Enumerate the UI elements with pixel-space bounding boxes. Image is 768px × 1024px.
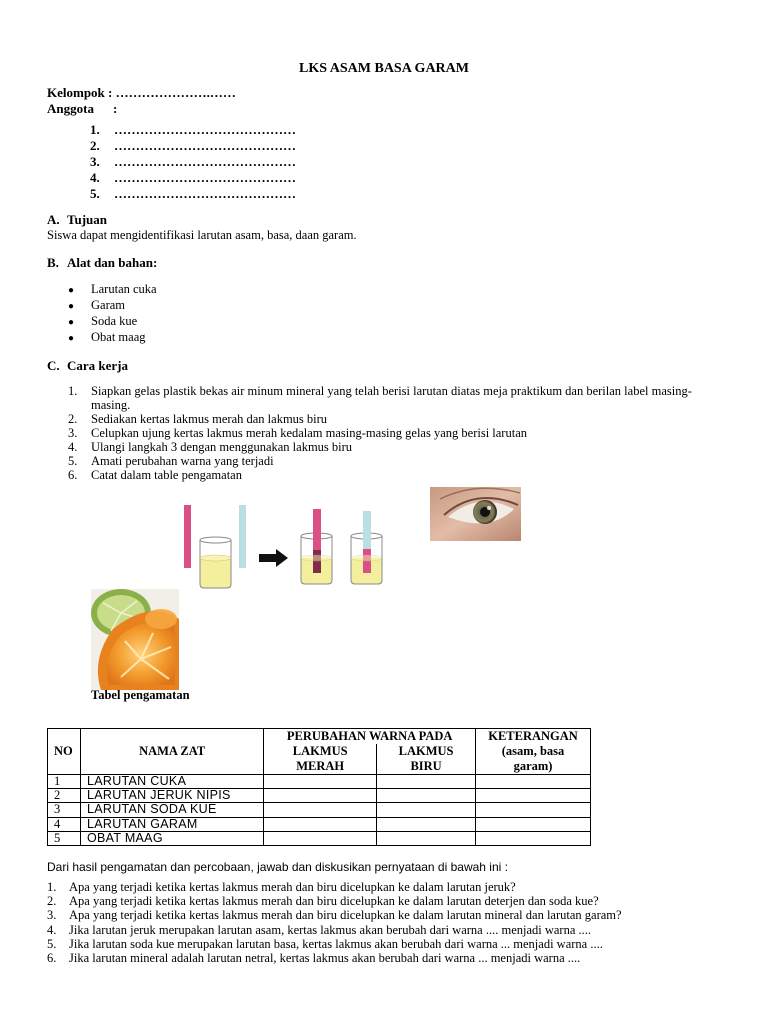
question-num: 3. (47, 908, 57, 923)
section-tujuan-heading (47, 212, 107, 228)
step-text: Ulangi langkah 3 dengan menggunakan lakmus biru (91, 440, 353, 454)
section-letter: A. (47, 212, 60, 227)
table-row (48, 789, 591, 803)
col-header-no: NO (48, 729, 81, 775)
cell-lakmus-biru[interactable] (377, 831, 476, 845)
anggota-item[interactable] (90, 186, 296, 202)
arrow-right-icon (259, 549, 288, 567)
section-letter: C. (47, 358, 60, 373)
question-text: Jika larutan soda kue merupakan larutan basa, kertas lakmus akan berubah dari warna ... menjadi warna .... (69, 936, 603, 951)
cell-keterangan[interactable] (476, 803, 591, 817)
table-row (48, 817, 591, 831)
cell-lakmus-biru[interactable] (377, 775, 476, 789)
step-item (68, 412, 708, 426)
anggota-blank[interactable]: …………………………………… (114, 138, 296, 153)
question-num: 2. (47, 894, 57, 909)
question-item (47, 908, 727, 922)
col-header-perubahan-warna: PERUBAHAN WARNA PADA (264, 729, 476, 745)
dipped-part (313, 550, 321, 573)
cell-no: 4 (48, 817, 81, 831)
cara-kerja-list (68, 384, 708, 482)
cell-no: 2 (48, 789, 81, 803)
question-num: 1. (47, 880, 57, 894)
col-header-keterangan (476, 729, 591, 775)
question-text: Jika larutan mineral adalah larutan netral, kertas lakmus akan berubah dari warna ... menjadi warna .... (69, 951, 581, 966)
step-num: 4. (68, 440, 78, 454)
table-row (48, 803, 591, 817)
page-title: LKS ASAM BASA GARAM (299, 61, 469, 76)
list-item (68, 330, 157, 346)
col-header-lakmus-biru: LAKMUS BIRU (377, 744, 476, 775)
step-num: 6. (68, 468, 78, 482)
kelompok-line (47, 85, 236, 101)
anggota-item[interactable] (90, 154, 296, 170)
questions-intro: Dari hasil pengamatan dan percobaan, jawab dan diskusikan pernyataan di bawah ini : (47, 860, 508, 874)
cell-keterangan[interactable] (476, 817, 591, 831)
citrus-fruit-photo (91, 589, 179, 690)
cell-nama-zat: OBAT MAAG (80, 831, 263, 845)
question-item (47, 937, 727, 951)
cell-no: 3 (48, 803, 81, 817)
question-num: 6. (47, 951, 57, 966)
bullet-icon: ● (68, 317, 75, 328)
question-text: Apa yang terjadi ketika kertas lakmus merah dan biru dicelupkan ke dalam larutan deterjen dan soda kue? (69, 894, 599, 909)
kelompok-label: Kelompok : (47, 85, 113, 100)
step-num: 1. (68, 384, 78, 398)
eye-photo (430, 487, 521, 541)
cell-nama-zat: LARUTAN CUKA (80, 775, 263, 789)
blue-litmus-strip-icon (363, 511, 371, 549)
section-title: Tujuan (67, 212, 107, 227)
bullet-icon: ● (68, 285, 75, 296)
step-num: 5. (68, 454, 78, 468)
section-alat-heading (47, 255, 157, 271)
keterangan-title: KETERANGAN (488, 729, 578, 743)
anggota-blank[interactable]: …………………………………… (114, 122, 296, 137)
cell-lakmus-merah[interactable] (264, 775, 377, 789)
list-item-label: Larutan cuka (91, 282, 157, 296)
question-item (47, 880, 727, 894)
anggota-label: Anggota (47, 101, 94, 116)
tujuan-text: Siswa dapat mengidentifikasi larutan asam, basa, daan garam. (47, 228, 357, 242)
question-num: 5. (47, 936, 57, 951)
col-header-lakmus-merah: LAKMUS MERAH (264, 744, 377, 775)
section-cara-heading (47, 358, 128, 374)
step-item (68, 468, 708, 482)
bullet-icon: ● (68, 301, 75, 312)
anggota-blank[interactable]: …………………………………… (114, 186, 296, 201)
anggota-num: 5. (90, 186, 100, 201)
cell-lakmus-merah[interactable] (264, 803, 377, 817)
observation-table (47, 728, 591, 846)
kelompok-blank[interactable]: ………………….…… (115, 85, 236, 100)
beaker-icon (200, 537, 231, 588)
question-text: Jika larutan jeruk merupakan larutan asam, kertas lakmus akan berubah dari warna .... menjadi warna .... (69, 922, 592, 937)
section-letter: B. (47, 255, 59, 270)
anggota-num: 1. (90, 122, 100, 137)
cell-lakmus-biru[interactable] (377, 817, 476, 831)
anggota-list (90, 122, 296, 202)
anggota-blank[interactable]: …………………………………… (114, 170, 296, 185)
cell-nama-zat: LARUTAN GARAM (80, 817, 263, 831)
cell-lakmus-biru[interactable] (377, 803, 476, 817)
cell-lakmus-merah[interactable] (264, 789, 377, 803)
cell-keterangan[interactable] (476, 789, 591, 803)
anggota-num: 2. (90, 138, 100, 153)
cell-keterangan[interactable] (476, 831, 591, 845)
question-item (47, 894, 727, 908)
question-num: 4. (47, 922, 57, 937)
question-item (47, 951, 727, 965)
list-item (68, 298, 157, 314)
anggota-num: 3. (90, 154, 100, 169)
list-item-label: Soda kue (91, 314, 138, 328)
cell-lakmus-biru[interactable] (377, 789, 476, 803)
step-text: Sediakan kertas lakmus merah dan lakmus biru (91, 412, 328, 426)
list-item-label: Obat maag (91, 330, 146, 344)
section-title: Cara kerja (67, 358, 129, 373)
question-text: Apa yang terjadi ketika kertas lakmus merah dan biru dicelupkan ke dalam larutan mineral dan larutan garam? (69, 908, 622, 923)
step-item (68, 384, 708, 412)
table-row (48, 775, 591, 789)
col-header-nama-zat: NAMA ZAT (80, 729, 263, 775)
cell-keterangan[interactable] (476, 775, 591, 789)
section-title: Alat dan bahan: (67, 255, 158, 270)
cell-lakmus-merah[interactable] (264, 817, 377, 831)
step-item (68, 440, 708, 454)
anggota-num: 4. (90, 170, 100, 185)
step-item (68, 426, 708, 440)
anggota-colon: : (113, 101, 118, 116)
blue-litmus-strip-icon (239, 505, 246, 568)
question-text: Apa yang terjadi ketika kertas lakmus merah dan biru dicelupkan ke dalam larutan jeruk? (69, 880, 516, 894)
alat-list (68, 282, 157, 346)
step-item (68, 454, 708, 468)
table-caption: Tabel pengamatan (91, 688, 190, 702)
step-text: Celupkan ujung kertas lakmus merah kedalam masing-masing gelas yang berisi larutan (91, 426, 527, 440)
step-text: Amati perubahan warna yang terjadi (91, 454, 274, 468)
cell-nama-zat: LARUTAN SODA KUE (80, 803, 263, 817)
anggota-item[interactable] (90, 138, 296, 154)
cell-nama-zat: LARUTAN JERUK NIPIS (80, 789, 263, 803)
solution-surface (351, 555, 382, 561)
step-num: 2. (68, 412, 78, 426)
list-item (68, 314, 157, 330)
cell-lakmus-merah[interactable] (264, 831, 377, 845)
red-litmus-strip-icon (184, 505, 191, 568)
anggota-blank[interactable]: …………………………………… (114, 154, 296, 169)
step-text: Catat dalam table pengamatan (91, 468, 242, 482)
table-row (48, 831, 591, 845)
litmus-experiment-illustration (175, 500, 395, 592)
list-item-label: Garam (91, 298, 126, 312)
anggota-item[interactable] (90, 170, 296, 186)
cell-no: 5 (48, 831, 81, 845)
questions-list (47, 880, 727, 965)
question-item (47, 923, 727, 937)
step-num: 3. (68, 426, 78, 440)
table-header-row (48, 729, 591, 745)
anggota-line (47, 101, 117, 117)
anggota-item[interactable] (90, 122, 296, 138)
list-item (68, 282, 157, 298)
keterangan-subtitle: (asam, basa garam) (501, 744, 565, 773)
cell-no: 1 (48, 775, 81, 789)
solution-surface (301, 555, 332, 561)
bullet-icon: ● (68, 333, 75, 344)
step-text: Siapkan gelas plastik bekas air minum mineral yang telah berisi larutan diatas meja praktikum dan berilan label masing-masing. (91, 384, 692, 412)
